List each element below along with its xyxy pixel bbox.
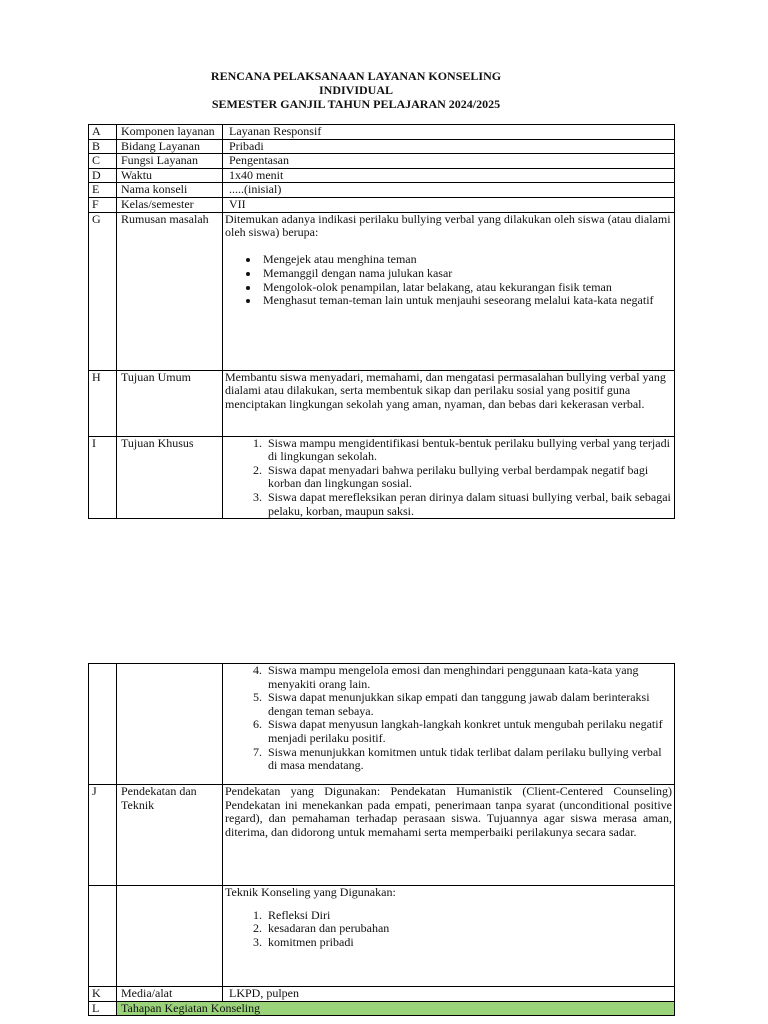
specific-goals-cell (223, 436, 675, 519)
specific-goals-cell (223, 664, 675, 785)
row-e (89, 183, 675, 198)
row-value: 1x40 menit (223, 168, 675, 183)
list-item: 1. Siswa mampu mengidentifikasi bentuk-bentuk perilaku bullying verbal yang terjadi di lingkungan sekolah. (265, 437, 672, 464)
row-label: Komponen layanan (117, 125, 223, 140)
row-code: H (89, 370, 117, 436)
techniques-title: Teknik Konseling yang Digunakan: (225, 885, 396, 899)
row-label: Fungsi Layanan (117, 154, 223, 169)
row-code (89, 886, 117, 987)
problem-intro: Ditemukan adanya indikasi perilaku bullying verbal yang dilakukan oleh siswa (atau dialami oleh siswa) berupa: (225, 211, 671, 240)
row-code: L (89, 1001, 117, 1016)
row-label: Rumusan masalah (117, 212, 223, 370)
row-code: B (89, 139, 117, 154)
list-item: 3. komitmen pribadi (265, 936, 672, 950)
row-j-techniques (89, 886, 675, 987)
row-value: Pribadi (223, 139, 675, 154)
row-label: Bidang Layanan (117, 139, 223, 154)
list-item: • Mengejek atau menghina teman (260, 253, 672, 267)
list-item: 7. Siswa menunjukkan komitmen untuk tidak terlibat dalam perilaku bullying verbal di masa mendatang. (265, 746, 672, 773)
techniques-cell (223, 886, 675, 987)
row-code: I (89, 436, 117, 519)
problem-list (225, 253, 672, 307)
stages-header: Tahapan Kegiatan Konseling (117, 1001, 675, 1016)
row-label (117, 886, 223, 987)
plan-table-continued (88, 663, 675, 1016)
row-value: LKPD, pulpen (223, 987, 675, 1002)
approach-text: Pendekatan yang Digunakan: Pendekatan Humanistik (Client-Centered Counseling) Pendekatan ini menekankan pada empati, penerimaan tanpa syarat (unconditional positive regard), dan pemahaman terhadap perasaan siswa. Tujuannya agar siswa merasa aman, diterima, dan didorong untuk memahami serta memperbaiki perilakunya secara sadar. (223, 785, 675, 886)
row-value: Layanan Responsif (223, 125, 675, 140)
row-j (89, 785, 675, 886)
row-code: C (89, 154, 117, 169)
problem-cell (223, 212, 675, 370)
list-item: • Memanggil dengan nama julukan kasar (260, 267, 672, 281)
row-d (89, 168, 675, 183)
title-line-3: SEMESTER GANJIL TAHUN PELAJARAN 2024/2025 (211, 97, 501, 111)
row-i (89, 436, 675, 519)
row-code: G (89, 212, 117, 370)
list-item: 4. Siswa mampu mengelola emosi dan menghindari penggunaan kata-kata yang menyakiti orang lain. (265, 664, 672, 691)
row-label: Media/alat (117, 987, 223, 1002)
row-value: VII (223, 197, 675, 212)
row-value: .....(inisial) (223, 183, 675, 198)
row-code: J (89, 785, 117, 886)
row-label (117, 664, 223, 785)
list-item: 2. kesadaran dan perubahan (265, 922, 672, 936)
title-line-2: INDIVIDUAL (318, 83, 393, 97)
row-label: Tujuan Umum (117, 370, 223, 436)
row-code (89, 664, 117, 785)
row-f (89, 197, 675, 212)
row-label: Kelas/semester (117, 197, 223, 212)
specific-goals-list (225, 664, 672, 773)
row-k (89, 987, 675, 1002)
row-code: E (89, 183, 117, 198)
list-item: 5. Siswa dapat menunjukkan sikap empati dan tanggung jawab dalam berinteraksi dengan teman sebaya. (265, 691, 672, 718)
row-label: Pendekatan dan Teknik (117, 785, 223, 886)
plan-table (88, 124, 675, 519)
row-l (89, 1001, 675, 1016)
row-code: D (89, 168, 117, 183)
list-item: 3. Siswa dapat merefleksikan peran dirinya dalam situasi bullying verbal, baik sebagai pelaku, korban, maupun saksi. (265, 491, 672, 518)
row-code: F (89, 197, 117, 212)
list-item: • Mengolok-olok penampilan, latar belakang, atau kekurangan fisik teman (260, 281, 672, 295)
general-goal: Membantu siswa menyadari, memahami, dan mengatasi permasalahan bullying verbal yang dialami atau dilakukan, serta membentuk sikap dan perilaku sosial yang positif guna menciptakan lingkungan sekolah yang aman, nyaman, dan bebas dari kekerasan verbal. (223, 370, 675, 436)
row-code: A (89, 125, 117, 140)
row-label: Tujuan Khusus (117, 436, 223, 519)
specific-goals-list (225, 437, 672, 519)
techniques-list (225, 909, 672, 950)
row-a (89, 125, 675, 140)
row-h (89, 370, 675, 436)
row-label: Waktu (117, 168, 223, 183)
list-item: 1. Refleksi Diri (265, 909, 672, 923)
row-b (89, 139, 675, 154)
list-item: • Menghasut teman-teman lain untuk menjauhi seseorang melalui kata-kata negatif (260, 294, 672, 308)
document-title (0, 69, 712, 111)
row-code: K (89, 987, 117, 1002)
row-value: Pengentasan (223, 154, 675, 169)
list-item: 2. Siswa dapat menyadari bahwa perilaku bullying verbal berdampak negatif bagi korban dan lingkungan sosial. (265, 464, 672, 491)
row-i-continued (89, 664, 675, 785)
title-line-1: RENCANA PELAKSANAAN LAYANAN KONSELING (210, 69, 502, 83)
row-c (89, 154, 675, 169)
list-item: 6. Siswa dapat menyusun langkah-langkah konkret untuk mengubah perilaku negatif menjadi perilaku positif. (265, 718, 672, 745)
row-g (89, 212, 675, 370)
row-label: Nama konseli (117, 183, 223, 198)
